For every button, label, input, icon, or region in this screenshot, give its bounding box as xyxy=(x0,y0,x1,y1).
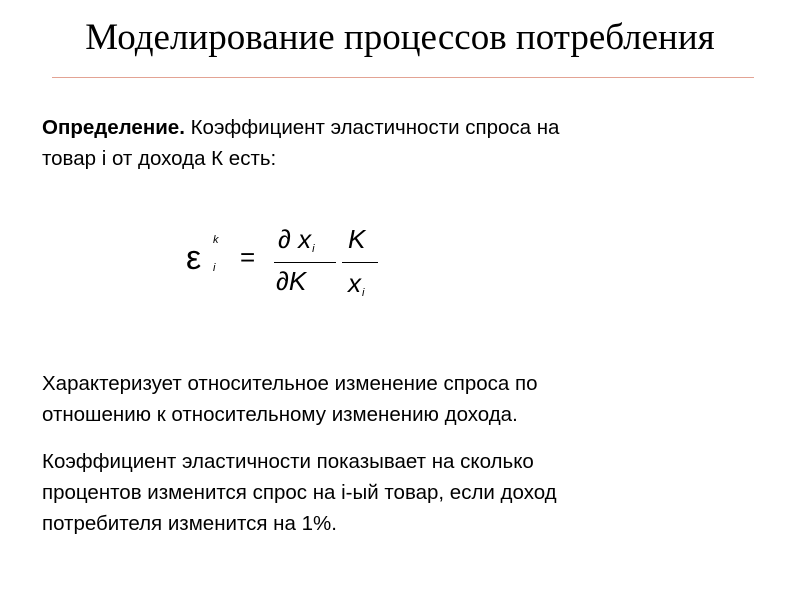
fraction1-numerator xyxy=(278,224,315,264)
title-divider xyxy=(52,77,754,78)
fraction1-numerator-text: ∂ x xyxy=(278,224,312,254)
definition-line-2: товар i от дохода К есть: xyxy=(42,147,277,170)
characterization-line-1: Характеризует относительное изменение спроса по xyxy=(42,372,538,395)
interpretation-paragraph xyxy=(42,446,742,539)
epsilon-superscript: k xyxy=(213,234,219,246)
fraction1-numerator-subscript: i xyxy=(312,243,315,255)
equals-sign: = xyxy=(240,242,256,272)
definition-label: Определение. xyxy=(42,116,185,139)
characterization-line-2: отношению к относительному изменению дохода. xyxy=(42,403,518,426)
slide-title: Моделирование процессов потребления xyxy=(85,17,715,58)
interpretation-line-1: Коэффициент эластичности показывает на сколько xyxy=(42,450,534,473)
fraction2-bar xyxy=(342,262,378,263)
definition-text: Коэффициент эластичности спроса на xyxy=(184,116,560,139)
epsilon-symbol: ε xyxy=(186,239,202,277)
interpretation-line-2: процентов изменится спрос на i-ый товар, если доход xyxy=(42,481,557,504)
fraction2-numerator: K xyxy=(348,224,366,254)
definition-paragraph xyxy=(42,112,742,174)
characterization-paragraph xyxy=(42,368,742,430)
elasticity-formula xyxy=(176,218,406,310)
fraction1-denominator: ∂K xyxy=(276,266,307,296)
interpretation-line-3: потребителя изменится на 1%. xyxy=(42,512,337,535)
fraction2-denominator-text: x xyxy=(348,268,361,298)
fraction2-denominator-subscript: i xyxy=(362,287,365,299)
definition-line-1 xyxy=(42,112,742,143)
fraction2-denominator xyxy=(348,268,364,308)
fraction1-bar xyxy=(274,262,336,263)
epsilon-subscript: i xyxy=(213,262,216,274)
